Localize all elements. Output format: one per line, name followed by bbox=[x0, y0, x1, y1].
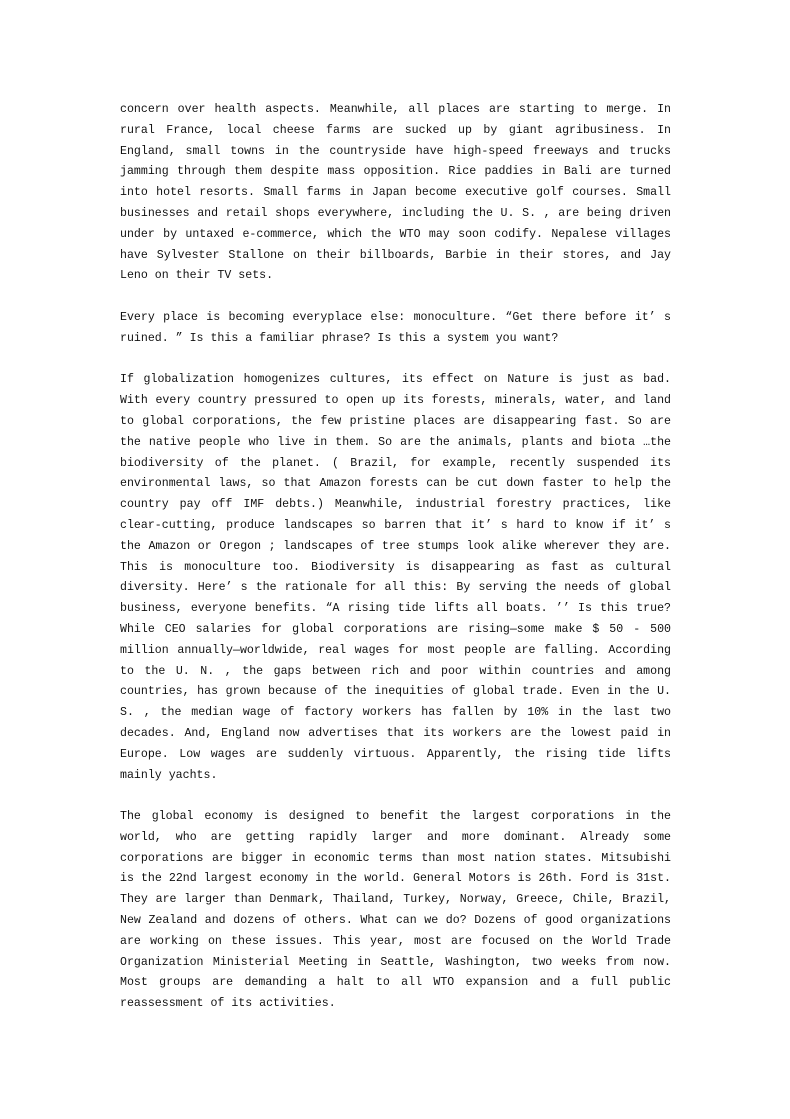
text-line: The global economy is designed to benefit the largest corporations in the bbox=[120, 810, 671, 824]
paragraph bbox=[120, 100, 671, 287]
text-line: Every place is becoming everyplace else: monoculture. “Get there before it’ s bbox=[120, 310, 671, 324]
text-line: million annually—worldwide, real wages for most people are falling. According bbox=[120, 643, 671, 657]
text-line: They are larger than Denmark, Thailand, Turkey, Norway, Greece, Chile, Brazil, bbox=[120, 893, 671, 907]
text-line: business, everyone benefits. “A rising tide lifts all boats. ’’ Is this true? bbox=[120, 602, 671, 616]
text-line: to global corporations, the few pristine places are disappearing fast. So are bbox=[120, 414, 671, 428]
text-line: Leno on their TV sets. bbox=[120, 269, 274, 283]
text-line: S. , the median wage of factory workers has fallen by 10% in the last two bbox=[120, 706, 671, 720]
text-line: This is monoculture too. Biodiversity is disappearing as fast as cultural bbox=[120, 560, 671, 574]
paragraph bbox=[120, 370, 671, 786]
text-line: the Amazon or Oregon ; landscapes of tree stumps look alike wherever they are. bbox=[120, 539, 671, 553]
text-line: While CEO salaries for global corporations are rising—some make $ 50 - 500 bbox=[120, 622, 671, 636]
text-line: New Zealand and dozens of others. What can we do? Dozens of good organizations bbox=[120, 914, 671, 928]
text-line: diversity. Here’ s the rationale for all this: By serving the needs of global bbox=[120, 581, 671, 595]
text-line: reassessment of its activities. bbox=[120, 997, 336, 1011]
text-line: environmental laws, so that Amazon forests can be cut down faster to help the bbox=[120, 477, 671, 491]
text-line: England, small towns in the countryside have high-speed freeways and trucks bbox=[120, 144, 671, 158]
text-line: under by untaxed e-commerce, which the WTO may soon codify. Nepalese villages bbox=[120, 227, 671, 241]
text-line: Organization Ministerial Meeting in Seattle, Washington, two weeks from now. bbox=[120, 955, 671, 969]
text-line: clear-cutting, produce landscapes so barren that it’ s hard to know if it’ s bbox=[120, 518, 671, 532]
text-line: is the 22nd largest economy in the world. General Motors is 26th. Ford is 31st. bbox=[120, 872, 671, 886]
text-line: If globalization homogenizes cultures, its effect on Nature is just as bad. bbox=[120, 373, 671, 387]
text-line: mainly yachts. bbox=[120, 768, 218, 782]
text-line: decades. And, England now advertises that its workers are the lowest paid in bbox=[120, 726, 671, 740]
text-line: businesses and retail shops everywhere, including the U. S. , are being driven bbox=[120, 206, 671, 220]
text-line: are working on these issues. This year, most are focused on the World Trade bbox=[120, 934, 671, 948]
text-line: to the U. N. , the gaps between rich and poor within countries and among bbox=[120, 664, 671, 678]
text-line: rural France, local cheese farms are sucked up by giant agribusiness. In bbox=[120, 123, 671, 137]
text-line: country pay off IMF debts.) Meanwhile, industrial forestry practices, like bbox=[120, 498, 671, 512]
text-line: into hotel resorts. Small farms in Japan become executive golf courses. Small bbox=[120, 186, 671, 200]
text-line: biodiversity of the planet. ( Brazil, for example, recently suspended its bbox=[120, 456, 671, 470]
text-line: have Sylvester Stallone on their billboards, Barbie in their stores, and Jay bbox=[120, 248, 671, 262]
text-line: Europe. Low wages are suddenly virtuous. Apparently, the rising tide lifts bbox=[120, 747, 671, 761]
document-body bbox=[120, 100, 671, 1036]
text-line: countries, has grown because of the inequities of global trade. Even in the U. bbox=[120, 685, 671, 699]
text-line: corporations are bigger in economic terms than most nation states. Mitsubishi bbox=[120, 851, 671, 865]
text-line: Most groups are demanding a halt to all WTO expansion and a full public bbox=[120, 976, 671, 990]
text-line: concern over health aspects. Meanwhile, all places are starting to merge. In bbox=[120, 103, 671, 116]
paragraph bbox=[120, 807, 671, 1015]
text-line: ruined. ” Is this a familiar phrase? Is this a system you want? bbox=[120, 331, 559, 345]
text-line: the native people who live in them. So are the animals, plants and biota …the bbox=[120, 435, 671, 449]
paragraph bbox=[120, 308, 671, 350]
text-line: world, who are getting rapidly larger and more dominant. Already some bbox=[120, 830, 671, 844]
text-line: With every country pressured to open up its forests, minerals, water, and land bbox=[120, 394, 671, 408]
text-line: jamming through them despite mass opposition. Rice paddies in Bali are turned bbox=[120, 165, 671, 179]
